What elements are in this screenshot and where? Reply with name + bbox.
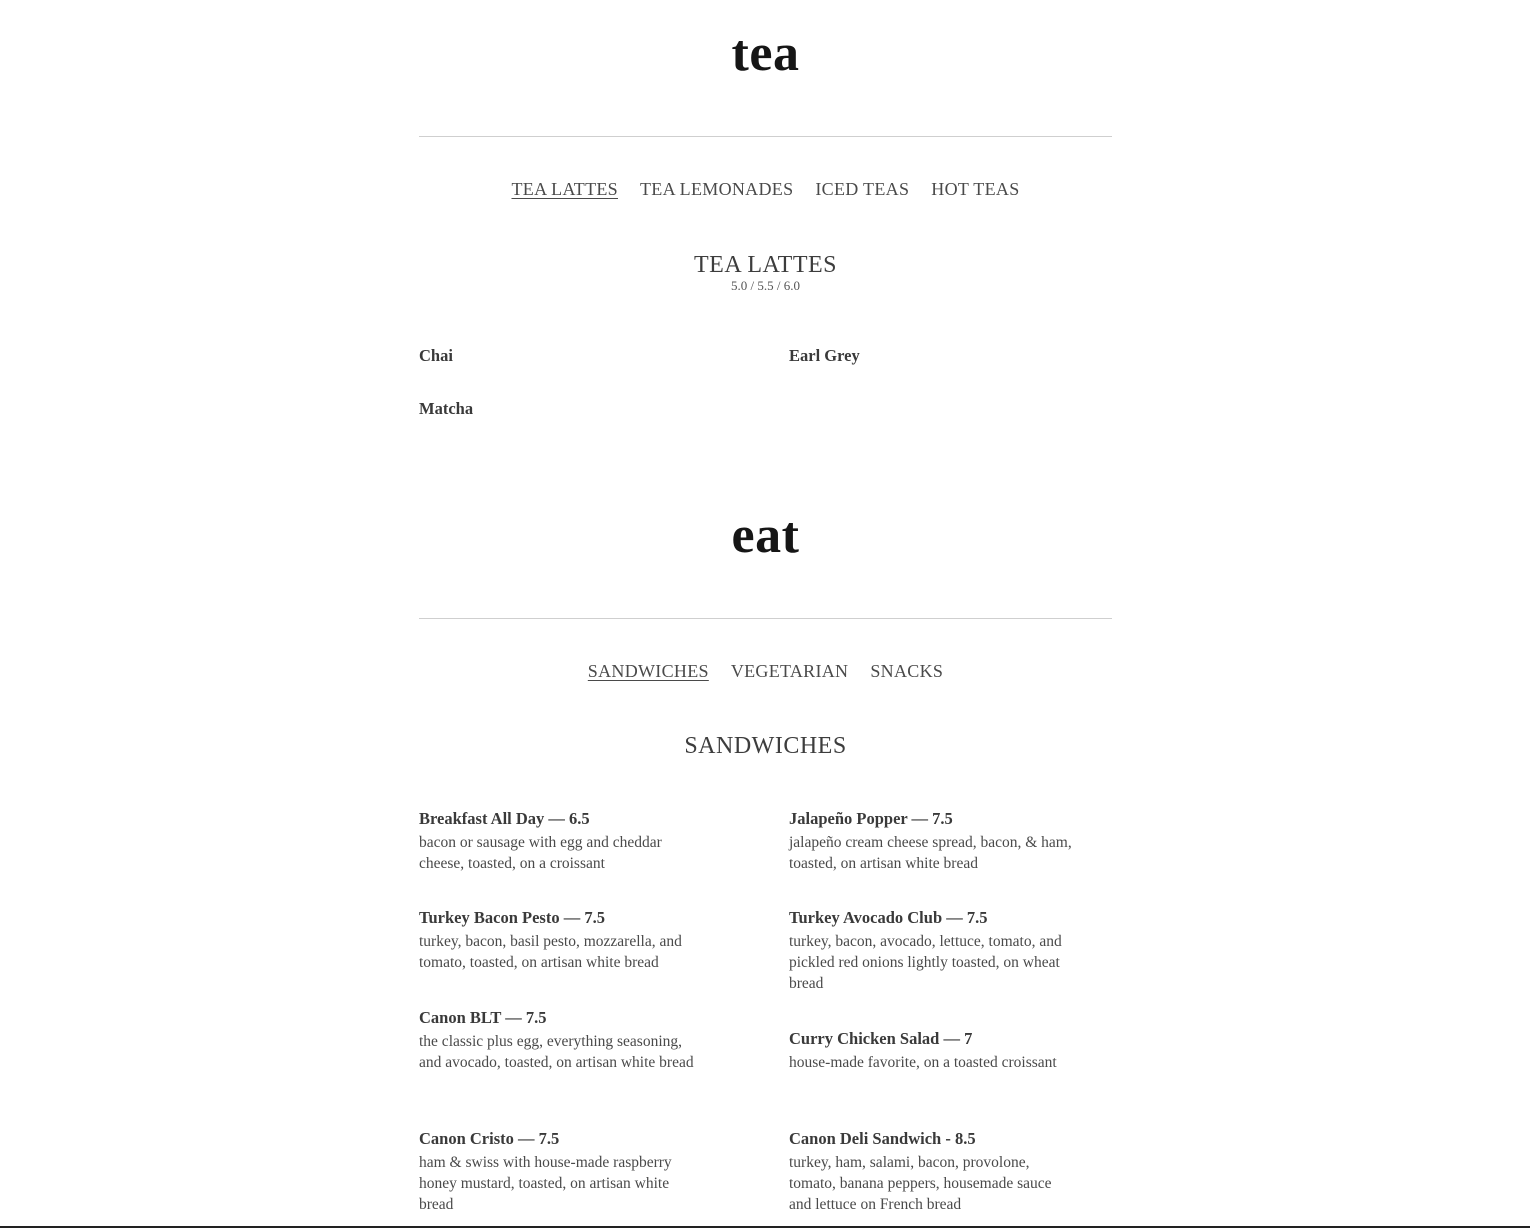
item-name: Canon BLT — 7.5: [419, 1008, 547, 1027]
tea-category-prices: 5.0 / 5.5 / 6.0: [731, 278, 800, 293]
eat-category-title: SANDWICHES: [684, 733, 847, 759]
item-description: jalapeño cream cheese spread, bacon, & ham, toasted, on artisan white bread: [789, 834, 1072, 872]
menu-item: [789, 1028, 1089, 1073]
item-description: turkey, ham, salami, bacon, provolone, tomato, banana peppers, housemade sauce and lettuce on French bread: [789, 1154, 1052, 1213]
item-description: the classic plus egg, everything seasoning, and avocado, toasted, on artisan white bread: [419, 1033, 694, 1071]
item-description: ham & swiss with house-made raspberry honey mustard, toasted, on artisan white bread: [419, 1154, 672, 1213]
eat-section: [419, 0, 1112, 1228]
menu-item: [419, 907, 719, 973]
item-description: turkey, bacon, basil pesto, mozzarella, and tomato, toasted, on artisan white bread: [419, 933, 682, 971]
menu-item: [419, 1128, 719, 1215]
item-description: bacon or sausage with egg and cheddar cheese, toasted, on a croissant: [419, 834, 662, 872]
eat-divider: [419, 618, 1112, 619]
tab-iced-teas[interactable]: ICED TEAS: [815, 179, 910, 199]
item-name: Earl Grey: [789, 346, 860, 365]
menu-item: [789, 907, 1089, 994]
item-name: Turkey Bacon Pesto — 7.5: [419, 908, 605, 927]
item-name: Chai: [419, 346, 453, 365]
menu-item: [419, 1007, 719, 1073]
item-name: Canon Deli Sandwich - 8.5: [789, 1129, 976, 1148]
menu-item: [789, 808, 1089, 874]
item-name: Matcha: [419, 399, 474, 418]
item-name: Breakfast All Day — 6.5: [419, 809, 590, 828]
tab-vegetarian[interactable]: VEGETARIAN: [730, 661, 849, 681]
menu-item: [419, 808, 719, 874]
eat-heading: eat: [731, 507, 800, 564]
menu-item: [789, 1128, 1089, 1215]
tab-tea-lemonades[interactable]: TEA LEMONADES: [639, 179, 794, 199]
item-name: Jalapeño Popper — 7.5: [789, 809, 953, 828]
item-description: house-made favorite, on a toasted croissant: [789, 1054, 1057, 1071]
eat-tabs: [419, 661, 1112, 682]
item-name: Canon Cristo — 7.5: [419, 1129, 560, 1148]
item-description: turkey, bacon, avocado, lettuce, tomato, and pickled red onions lightly toasted, on wheat bread: [789, 933, 1062, 992]
item-name: Curry Chicken Salad — 7: [789, 1029, 973, 1048]
tab-sandwiches[interactable]: SANDWICHES: [587, 661, 709, 681]
tab-snacks[interactable]: SNACKS: [870, 661, 944, 681]
tab-tea-lattes[interactable]: TEA LATTES: [511, 179, 618, 199]
tab-hot-teas[interactable]: HOT TEAS: [931, 179, 1020, 199]
item-name: Turkey Avocado Club — 7.5: [789, 908, 988, 927]
tea-category-title: TEA LATTES: [694, 252, 837, 278]
tea-heading: tea: [731, 25, 800, 82]
